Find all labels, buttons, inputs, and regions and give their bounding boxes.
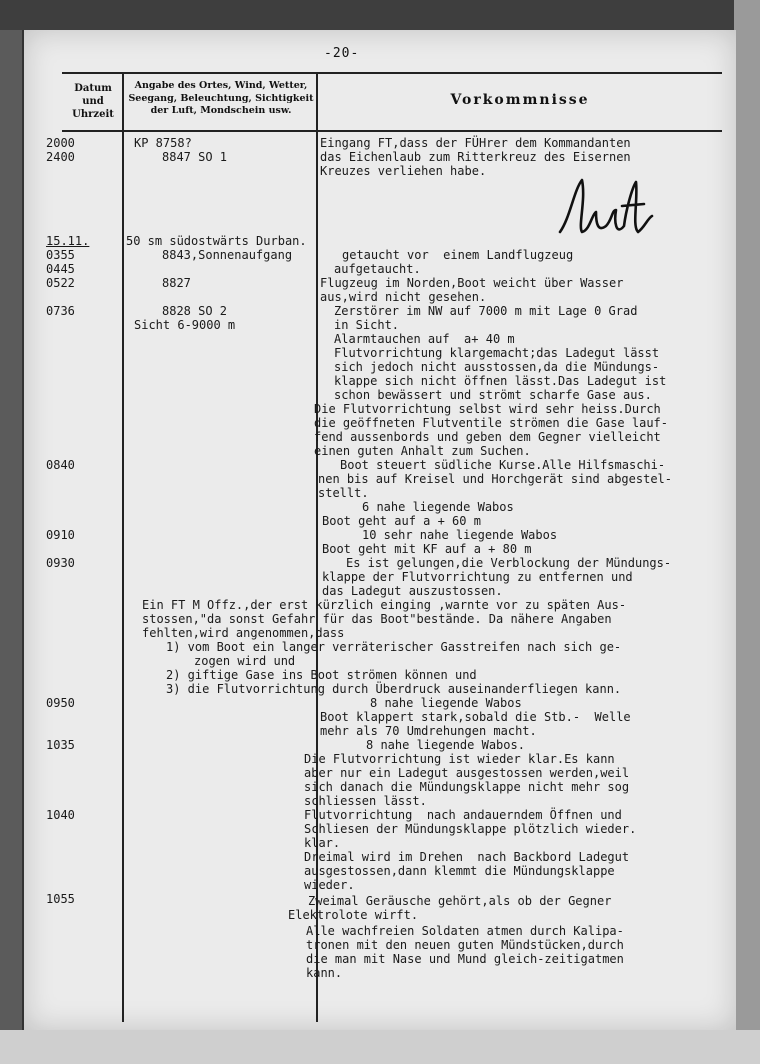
event-line: 8 nahe liegende Wabos: [370, 696, 522, 710]
header-location-weather: [128, 80, 314, 118]
table-header-rule: [62, 130, 722, 132]
event-line: die geöffneten Flutventile strömen die Gase lauf-: [314, 416, 669, 430]
event-line: Kreuzes verliehen habe.: [320, 164, 487, 178]
event-line: aufgetaucht.: [334, 262, 421, 276]
event-line: Es ist gelungen,die Verblockung der Mündungs-: [346, 556, 672, 570]
time-entry: 0840: [46, 458, 75, 472]
event-line: Dreimal wird im Drehen nach Backbord Ladegut: [304, 850, 630, 864]
event-line: Die Flutvorrichtung selbst wird sehr heiss.Durch: [314, 402, 661, 416]
scan-edge-bottom: [0, 1030, 760, 1064]
header-date-line-2: und: [82, 96, 104, 107]
time-entry: 0910: [46, 528, 75, 542]
event-line: stossen,"da sonst Gefahr für das Boot"bestände. Da nähere Angaben: [142, 612, 612, 626]
event-line: sich jedoch nicht ausstossen,da die Mündungs-: [334, 360, 660, 374]
location-entry: 8828 SO 2: [162, 304, 228, 318]
header-events: Vorkommnisse: [450, 92, 590, 108]
page-number: -20-: [324, 46, 360, 61]
time-entry: 2000: [46, 136, 75, 150]
date-entry: 15.11.: [46, 234, 90, 248]
event-line: getaucht vor einem Landflugzeug: [342, 248, 574, 262]
event-line: einen guten Anhalt zum Suchen.: [314, 444, 531, 458]
event-line: fend aussenbords und geben dem Gegner vielleicht: [314, 430, 661, 444]
location-entry: KP 8758?: [134, 136, 192, 150]
location-entry: 50 sm südostwärts Durban.: [126, 234, 307, 248]
event-line: Alle wachfreien Soldaten atmen durch Kalipa-: [306, 924, 624, 938]
event-line: stellt.: [318, 486, 369, 500]
event-line: Schliesen der Mündungsklappe plötzlich wieder.: [304, 822, 637, 836]
header-location-line-2: Seegang, Beleuchtung, Sichtigkeit: [128, 92, 314, 104]
event-line: Boot geht auf a + 60 m: [322, 514, 481, 528]
time-entry: 1055: [46, 892, 75, 906]
log-page: [22, 30, 736, 1030]
signature: [552, 170, 662, 250]
header-date-line-3: Uhrzeit: [72, 109, 114, 120]
event-line: 6 nahe liegende Wabos: [362, 500, 514, 514]
event-line: klappe der Flutvorrichtung zu entfernen und: [322, 570, 633, 584]
event-line: Ein FT M Offz.,der erst kürzlich einging ,warnte vor zu späten Aus-: [142, 598, 627, 612]
location-entry: 8843,Sonnenaufgang: [162, 248, 293, 262]
event-line: aber nur ein Ladegut ausgestossen werden,weil: [304, 766, 630, 780]
event-line: Boot klappert stark,sobald die Stb.- Welle: [320, 710, 631, 724]
event-line: Flutvorrichtung nach andauerndem Öffnen und: [304, 808, 622, 822]
event-line: klappe sich nicht öffnen lässt.Das Ladegut ist: [334, 374, 667, 388]
event-line: Eingang FT,dass der FÜHrer dem Kommandanten: [320, 136, 631, 150]
event-line: Flugzeug im Norden,Boot weicht über Wasser: [320, 276, 624, 290]
event-line: kann.: [306, 966, 343, 980]
time-entry: 0930: [46, 556, 75, 570]
event-line: sich danach die Mündungsklappe nicht mehr sog: [304, 780, 630, 794]
event-line: fehlten,wird angenommen,dass: [142, 626, 345, 640]
table-top-rule: [62, 72, 722, 74]
header-location-line-3: der Luft, Mondschein usw.: [150, 105, 292, 116]
time-entry: 0445: [46, 262, 75, 276]
location-entry: 8827: [162, 276, 191, 290]
event-line: tronen mit den neuen guten Mündstücken,durch: [306, 938, 624, 952]
time-entry: 2400: [46, 150, 75, 164]
time-entry: 0522: [46, 276, 75, 290]
time-entry: 1035: [46, 738, 75, 752]
location-entry: 8847 SO 1: [162, 150, 228, 164]
event-line: Zweimal Geräusche gehört,als ob der Gegner: [308, 894, 612, 908]
event-line: das Eichenlaub zum Ritterkreuz des Eisernen: [320, 150, 631, 164]
event-line: das Ladegut auszustossen.: [322, 584, 503, 598]
event-line: 3) die Flutvorrichtung durch Überdruck auseinanderfliegen kann.: [166, 682, 622, 696]
scan-edge-right: [734, 0, 760, 1064]
event-line: Boot steuert südliche Kurse.Alle Hilfsmaschi-: [340, 458, 666, 472]
event-line: die man mit Nase und Mund gleich-zeitigatmen: [306, 952, 624, 966]
signature-stroke: [560, 180, 652, 232]
time-entry: 0736: [46, 304, 75, 318]
event-line: zogen wird und: [194, 654, 296, 668]
time-entry: 1040: [46, 808, 75, 822]
event-line: ausgestossen,dann klemmt die Mündungsklappe: [304, 864, 615, 878]
event-line: in Sicht.: [334, 318, 400, 332]
event-line: Die Flutvorrichtung ist wieder klar.Es kann: [304, 752, 615, 766]
event-line: mehr als 70 Umdrehungen macht.: [320, 724, 537, 738]
event-line: Elektrolote wirft.: [288, 908, 419, 922]
event-line: schliessen lässt.: [304, 794, 427, 808]
header-date-line-1: Datum: [74, 83, 112, 94]
event-line: klar.: [304, 836, 341, 850]
event-line: Flutvorrichtung klargemacht;das Ladegut lässt: [334, 346, 660, 360]
time-entry: 0950: [46, 696, 75, 710]
event-line: Alarmtauchen auf a+ 40 m: [334, 332, 515, 346]
header-location-line-1: Angabe des Ortes, Wind, Wetter,: [134, 80, 308, 91]
event-line: Boot geht mit KF auf a + 80 m: [322, 542, 532, 556]
event-line: schon bewässert und strömt scharfe Gase aus.: [334, 388, 652, 402]
event-line: nen bis auf Kreisel und Horchgerät sind abgestel-: [318, 472, 673, 486]
location-entry: Sicht 6-9000 m: [134, 318, 236, 332]
event-line: wieder.: [304, 878, 355, 892]
event-line: 10 sehr nahe liegende Wabos: [362, 528, 558, 542]
event-line: 1) vom Boot ein langer verräterischer Gasstreifen nach sich ge-: [166, 640, 622, 654]
header-date-time: [64, 82, 122, 121]
event-line: aus,wird nicht gesehen.: [320, 290, 487, 304]
time-entry: 0355: [46, 248, 75, 262]
scan-edge-top: [0, 0, 760, 30]
event-line: 2) giftige Gase ins Boot strömen können und: [166, 668, 477, 682]
event-line: Zerstörer im NW auf 7000 m mit Lage 0 Grad: [334, 304, 638, 318]
event-line: 8 nahe liegende Wabos.: [366, 738, 525, 752]
column-rule-1: [122, 72, 124, 1022]
